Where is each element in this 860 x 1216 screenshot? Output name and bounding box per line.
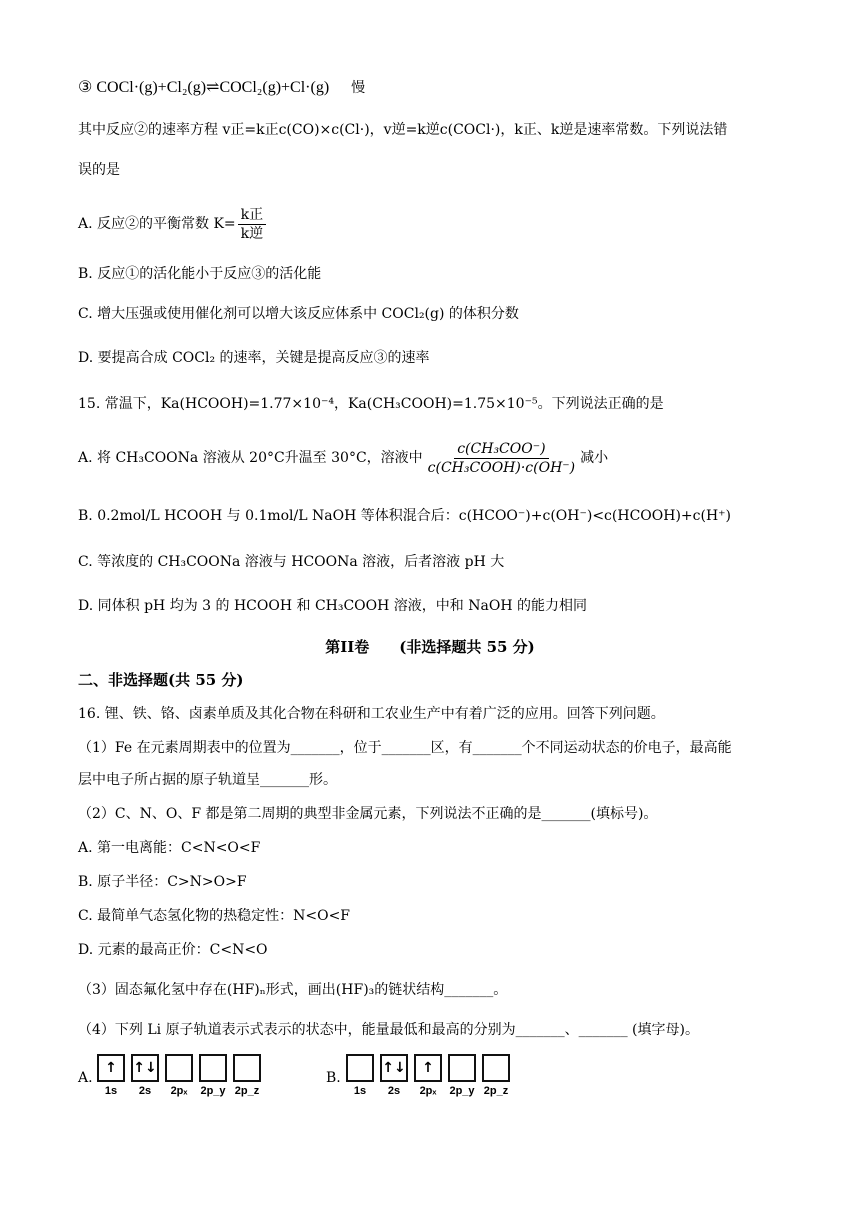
orbital-label: 2p_y	[200, 1085, 226, 1097]
q16-part4: （4）下列 Li 原子轨道表示式表示的状态中，能量最低和最高的分别为_______、_______ (填字母)。	[78, 1022, 699, 1038]
rate-equation-text-cont: 误的是	[78, 162, 120, 178]
orbital-box	[380, 1054, 408, 1082]
orbital-diagram-b	[346, 1054, 516, 1097]
q16-part2-option-a: A. 第一电离能：C<N<O<F	[78, 840, 261, 856]
q15-option-a-text: A. 将 CH₃COONa 溶液从 20°C升温至 30°C，溶液中	[78, 450, 423, 466]
step3-rate-label: 慢	[351, 81, 366, 96]
q14-option-c: C. 增大压强或使用催化剂可以增大该反应体系中 COCl₂(g) 的体积分数	[78, 306, 519, 322]
diagram-a-label: A.	[78, 1070, 93, 1086]
electron-arrows: ↑↓	[382, 1060, 406, 1076]
q14-option-a-text: A. 反应②的平衡常数 K=	[78, 216, 236, 232]
orbital-label: 2p_z	[483, 1085, 509, 1097]
q15-option-d: D. 同体积 pH 均为 3 的 HCOOH 和 CH₃COOH 溶液，中和 NaOH 的能力相同	[78, 598, 587, 614]
orbital-box	[346, 1054, 374, 1082]
orbital-2px	[165, 1054, 193, 1097]
orbital-box	[199, 1054, 227, 1082]
fraction-denominator: k逆	[240, 225, 264, 242]
q16-part2-option-b: B. 原子半径：C>N>O>F	[78, 874, 247, 890]
orbital-label: 1s	[104, 1085, 118, 1097]
part-heading: 二、非选择题(共 55 分)	[78, 671, 244, 689]
orbital-2py	[448, 1054, 476, 1097]
orbital-box	[97, 1054, 125, 1082]
step3-equation: COCl·(g)+Cl₂(g)⇌COCl₂(g)+Cl·(g)	[96, 79, 330, 96]
orbital-label: 2p_z	[234, 1085, 260, 1097]
orbital-box	[482, 1054, 510, 1082]
section-title: 第II卷 (非选择题共 55 分)	[325, 638, 535, 656]
orbital-2pz	[233, 1054, 261, 1097]
orbital-label: 2pₓ	[170, 1085, 188, 1097]
orbital-box	[165, 1054, 193, 1082]
q15-option-b: B. 0.2mol/L HCOOH 与 0.1mol/L NaOH 等体积混合后：c(HCOO⁻)+c(OH⁻)<c(HCOOH)+c(H⁺)	[78, 508, 732, 524]
orbital-box	[233, 1054, 261, 1082]
electron-arrows: ↑↓	[133, 1060, 157, 1076]
orbital-1s	[346, 1054, 374, 1097]
concentration-fraction	[425, 440, 578, 477]
q16-part3: （3）固态氟化氢中存在(HF)ₙ形式，画出(HF)₃的链状结构_______。	[78, 982, 508, 998]
orbital-label: 1s	[353, 1085, 367, 1097]
step3-equation-line	[78, 78, 365, 99]
q14-option-d: D. 要提高合成 COCl₂ 的速率，关键是提高反应③的速率	[78, 350, 430, 366]
orbital-2s	[380, 1054, 408, 1097]
orbital-2px	[414, 1054, 442, 1097]
q15-option-c: C. 等浓度的 CH₃COONa 溶液与 HCOONa 溶液，后者溶液 pH 大	[78, 554, 505, 570]
q16-stem: 16. 锂、铁、铬、卤素单质及其化合物在科研和工农业生产中有着广泛的应用。回答下列问题。	[78, 706, 665, 722]
orbital-2pz	[482, 1054, 510, 1097]
q16-part2-option-c: C. 最简单气态氢化物的热稳定性：N<O<F	[78, 908, 351, 924]
orbital-2py	[199, 1054, 227, 1097]
q16-part1-cont: 层中电子所占据的原子轨道呈_______形。	[78, 772, 337, 788]
fraction-numerator: k正	[238, 206, 266, 225]
rate-constant-fraction	[238, 206, 266, 243]
orbital-label: 2s	[138, 1085, 152, 1097]
orbital-label: 2s	[387, 1085, 401, 1097]
q14-option-a	[78, 204, 268, 244]
orbital-label: 2pₓ	[419, 1085, 437, 1097]
q16-part2-option-d: D. 元素的最高正价：C<N<O	[78, 942, 268, 958]
fraction-denominator: c(CH₃COOH)·c(OH⁻)	[427, 459, 576, 476]
orbital-diagram-a	[97, 1054, 267, 1097]
step3-number: ③	[78, 79, 93, 96]
orbital-box	[414, 1054, 442, 1082]
orbital-box	[448, 1054, 476, 1082]
q16-part2: （2）C、N、O、F 都是第二周期的典型非金属元素，下列说法不正确的是_______(填标号)。	[78, 806, 658, 822]
q16-part1: （1）Fe 在元素周期表中的位置为_______，位于_______区，有_______个不同运动状态的价电子，最高能	[78, 740, 732, 756]
orbital-label: 2p_y	[449, 1085, 475, 1097]
diagram-b-label: B.	[326, 1070, 341, 1086]
orbital-2s	[131, 1054, 159, 1097]
q14-option-b: B. 反应①的活化能小于反应③的活化能	[78, 266, 322, 282]
electron-arrows: ↑	[422, 1060, 434, 1076]
electron-arrows: ↑	[105, 1060, 117, 1076]
orbital-1s	[97, 1054, 125, 1097]
q15-option-a-suffix: 减小	[580, 450, 609, 466]
orbital-box	[131, 1054, 159, 1082]
rate-equation-text: 其中反应②的速率方程 v正=k正c(CO)×c(Cl·)，v逆=k逆c(COCl·)，k正、k逆是速率常数。下列说法错	[78, 122, 728, 138]
fraction-numerator: c(CH₃COO⁻)	[454, 440, 548, 459]
q15-stem: 15. 常温下，Ka(HCOOH)=1.77×10⁻⁴，Ka(CH₃COOH)=1.75×10⁻⁵。下列说法正确的是	[78, 396, 664, 412]
q15-option-a	[78, 436, 608, 480]
